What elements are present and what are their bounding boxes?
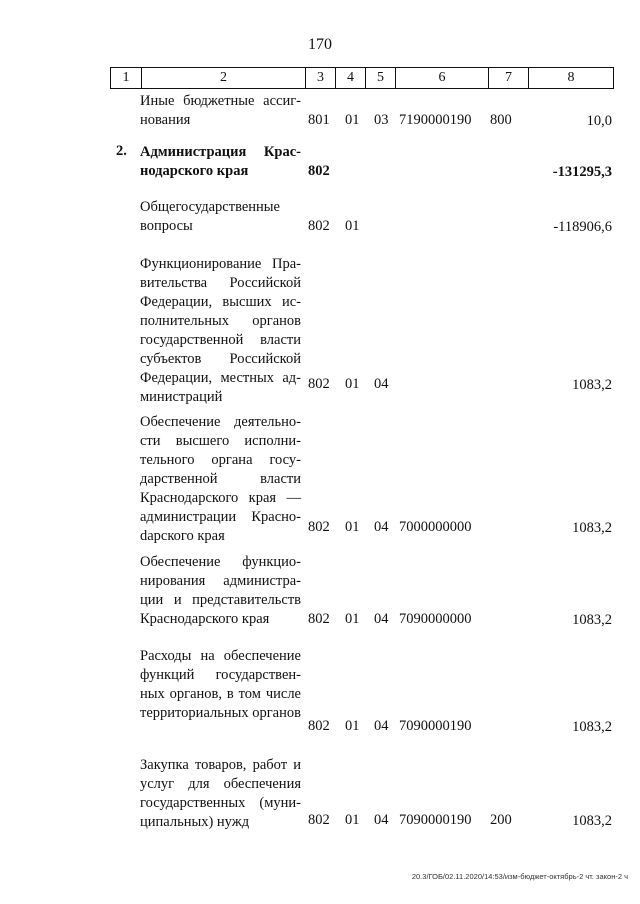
row-col-8: 1083,2 [572, 813, 612, 829]
row-name: Расходы на обеспечение функций государственных органов, в том числе территориальных органов [140, 648, 301, 721]
row-col-6: 7090000190 [399, 812, 472, 828]
row-col-4: 01 [345, 718, 360, 734]
column-header-row [111, 68, 614, 89]
row-col-3: 802 [308, 163, 330, 179]
row-col-3: 801 [308, 112, 330, 128]
column-header-5: 5 [366, 68, 396, 89]
row-col-3: 802 [308, 519, 330, 535]
row-col-8: 1083,2 [572, 377, 612, 393]
row-col-5: 04 [374, 718, 389, 734]
page-number: 170 [308, 36, 332, 53]
row-col-6: 7090000000 [399, 611, 472, 627]
row-col-3: 802 [308, 218, 330, 234]
row-number: 2. [116, 143, 127, 159]
row-col-8: 1083,2 [572, 612, 612, 628]
row-col-8: 1083,2 [572, 520, 612, 536]
row-name: Обеспечение функционирования администрации и представительств Краснодарского края [140, 554, 301, 627]
column-header-4: 4 [336, 68, 366, 89]
row-col-5: 04 [374, 812, 389, 828]
row-col-5: 04 [374, 611, 389, 627]
row-col-4: 01 [345, 112, 360, 128]
row-col-4: 01 [345, 376, 360, 392]
document-footer: 20.3/ГОБ/02.11.2020/14:53/изм-бюджет-октябрь-2 чт. закон-2 ч [411, 872, 628, 881]
row-col-6: 7000000000 [399, 519, 472, 535]
row-name: Иные бюджетные ассигнования [140, 93, 301, 128]
column-header-3: 3 [306, 68, 336, 89]
row-col-4: 01 [345, 519, 360, 535]
row-name: Закупка товаров, работ и услуг для обеспечения государственных (муниципальных) нужд [140, 757, 301, 830]
row-col-7: 200 [490, 812, 512, 828]
row-col-3: 802 [308, 376, 330, 392]
row-col-5: 04 [374, 376, 389, 392]
row-name: Администрация Краснодарского края [140, 144, 301, 179]
row-col-8: 10,0 [586, 113, 612, 129]
row-col-3: 802 [308, 718, 330, 734]
row-name: Функционирование Правительства Российской Федерации, высших исполнительных органов государственной власти субъектов Российской Федерации, местных администраций [140, 256, 301, 405]
row-col-5: 04 [374, 519, 389, 535]
row-col-8: -118906,6 [553, 219, 612, 235]
row-col-4: 01 [345, 812, 360, 828]
row-col-3: 802 [308, 611, 330, 627]
column-header-2: 2 [142, 68, 306, 89]
row-col-5: 03 [374, 112, 389, 128]
row-col-6: 7090000190 [399, 718, 472, 734]
row-col-7: 800 [490, 112, 512, 128]
row-name: Обеспечение деятельности высшего исполнительного органа государственной власти Краснодарского края — администрации Красноdарского края [140, 414, 301, 544]
column-header-1: 1 [111, 68, 142, 89]
row-col-8: -131295,3 [552, 164, 612, 180]
column-header-7: 7 [489, 68, 529, 89]
column-header-table [110, 67, 614, 89]
row-col-4: 01 [345, 218, 360, 234]
column-header-6: 6 [396, 68, 489, 89]
row-name: Общегосударственные вопросы [140, 199, 280, 234]
column-header-8: 8 [529, 68, 614, 89]
row-col-4: 01 [345, 611, 360, 627]
row-col-3: 802 [308, 812, 330, 828]
row-col-8: 1083,2 [572, 719, 612, 735]
row-col-6: 7190000190 [399, 112, 472, 128]
